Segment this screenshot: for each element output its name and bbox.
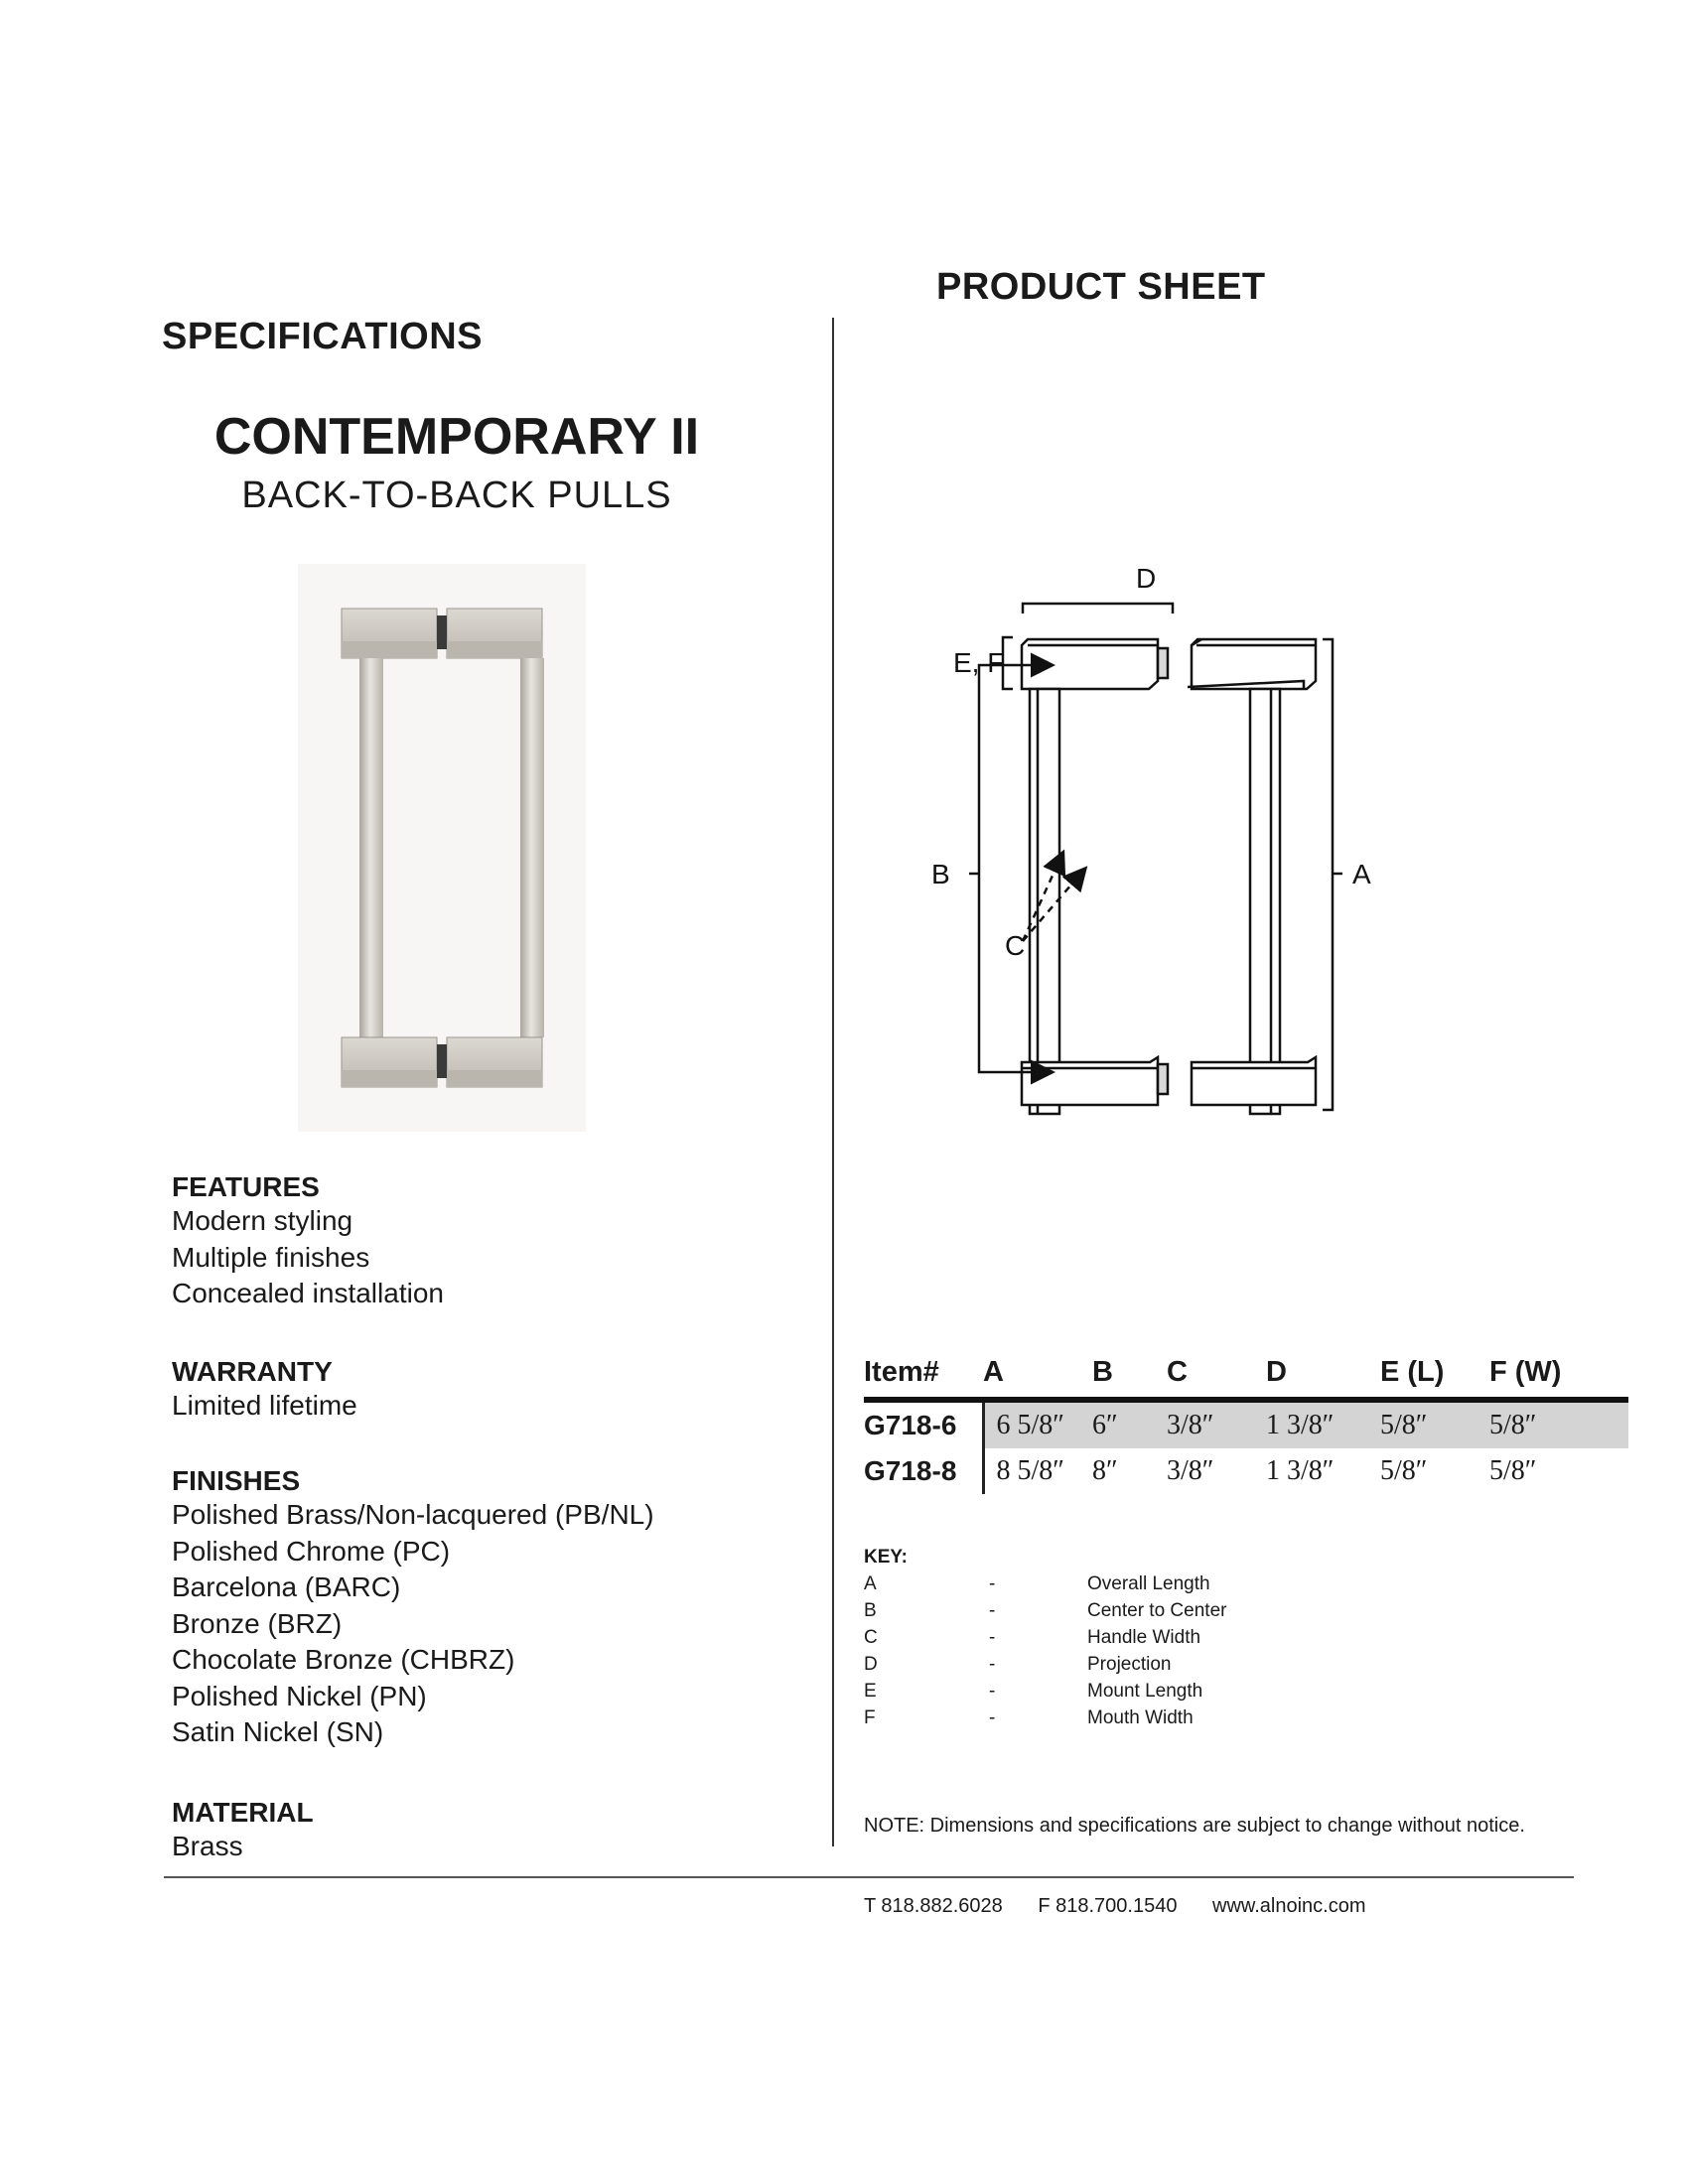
dimension-diagram (894, 556, 1509, 1122)
diagram-label-c: C (1005, 930, 1026, 961)
warranty-section (172, 1356, 357, 1425)
footer-divider (164, 1876, 1574, 1878)
cell: 3/8″ (1167, 1400, 1266, 1448)
right-bar (1250, 689, 1280, 1114)
finish-item: Polished Nickel (PN) (172, 1680, 427, 1711)
key-dash: - (989, 1573, 996, 1594)
diagram-label-b: B (931, 859, 950, 889)
key-row (864, 1573, 1210, 1600)
key-dash: - (989, 1600, 996, 1621)
cell: 5/8″ (1380, 1455, 1428, 1486)
col-header: E (L) (1380, 1356, 1489, 1400)
finishes-section (172, 1465, 654, 1751)
item-number: G718-6 (864, 1400, 983, 1448)
col-header: B (1092, 1356, 1167, 1400)
finish-item: Satin Nickel (SN) (172, 1716, 384, 1747)
cell: 5/8″ (1380, 1400, 1489, 1448)
key-dash: - (989, 1681, 996, 1702)
finish-item: Barcelona (BARC) (172, 1571, 401, 1602)
key-row (864, 1681, 1203, 1707)
col-header: C (1167, 1356, 1266, 1400)
material-title: MATERIAL (172, 1797, 314, 1828)
product-photo (298, 564, 586, 1132)
key-letter: D (864, 1654, 878, 1675)
cell: 1 3/8″ (1266, 1455, 1335, 1486)
item-number: G718-8 (864, 1448, 983, 1494)
product-subtitle: BACK-TO-BACK PULLS (241, 475, 672, 516)
col-header: Item# (864, 1356, 983, 1400)
material-item: Brass (172, 1831, 243, 1861)
key-row (864, 1654, 1172, 1681)
warranty-item: Limited lifetime (172, 1390, 357, 1421)
diagram-label-ef: E, F (953, 647, 1005, 678)
diagram-label-d: D (1136, 563, 1157, 594)
key-text: Center to Center (1087, 1600, 1227, 1621)
feature-item: Multiple finishes (172, 1241, 370, 1273)
key-dash: - (989, 1654, 996, 1675)
product-sheet-heading: PRODUCT SHEET (936, 266, 1266, 308)
left-bar (1030, 689, 1059, 1114)
key-letter: E (864, 1681, 877, 1702)
finish-item: Polished Chrome (PC) (172, 1535, 451, 1567)
finish-item: Polished Brass/Non-lacquered (PB/NL) (172, 1499, 654, 1530)
key-row (864, 1600, 1227, 1627)
diagram-label-a: A (1352, 859, 1371, 889)
key-dash: - (989, 1707, 996, 1728)
contact-footer (864, 1895, 1396, 1918)
specifications-heading: SPECIFICATIONS (162, 316, 483, 357)
key-text: Projection (1087, 1654, 1172, 1675)
key-row (864, 1707, 1194, 1734)
feature-item: Concealed installation (172, 1278, 444, 1308)
pull-handle-illustration (298, 564, 586, 1132)
website-link[interactable]: www.alnoinc.com (1212, 1895, 1366, 1917)
bottom-right-mount (1192, 1057, 1316, 1105)
key-dash: - (989, 1627, 996, 1648)
disclaimer-note: NOTE: Dimensions and specifications are subject to change without notice. (864, 1815, 1525, 1837)
key-row (864, 1627, 1201, 1654)
features-section (172, 1171, 444, 1312)
col-header: A (983, 1356, 1092, 1400)
cell: 8 5/8″ (996, 1455, 1064, 1486)
feature-item: Modern styling (172, 1205, 353, 1236)
key-text: Mount Length (1087, 1681, 1203, 1702)
dimensions-table (864, 1356, 1628, 1494)
key-letter: B (864, 1600, 877, 1621)
table-row (864, 1400, 1628, 1448)
col-header: D (1266, 1356, 1380, 1400)
col-header: F (W) (1489, 1356, 1628, 1400)
key-letter: F (864, 1707, 876, 1728)
key-text: Overall Length (1087, 1573, 1210, 1594)
key-title: KEY: (864, 1547, 908, 1568)
product-name: CONTEMPORARY II (213, 408, 700, 466)
finish-item: Chocolate Bronze (CHBRZ) (172, 1644, 515, 1675)
table-header-row (864, 1356, 1628, 1400)
cell: 5/8″ (1489, 1400, 1628, 1448)
material-section (172, 1797, 314, 1865)
cell: 6 5/8″ (983, 1400, 1092, 1448)
cell: 6″ (1092, 1400, 1167, 1448)
cell: 3/8″ (1167, 1455, 1214, 1486)
finishes-title: FINISHES (172, 1465, 301, 1496)
fax-number: F 818.700.1540 (1038, 1895, 1178, 1917)
cell: 1 3/8″ (1266, 1400, 1380, 1448)
key-letter: A (864, 1573, 877, 1594)
bottom-left-mount (1022, 1057, 1158, 1105)
phone-number: T 818.882.6028 (864, 1895, 1003, 1917)
table-row (864, 1448, 1628, 1494)
cell: 5/8″ (1489, 1455, 1537, 1486)
key-legend (864, 1547, 1227, 1734)
key-text: Mouth Width (1087, 1707, 1194, 1728)
key-letter: C (864, 1627, 878, 1648)
warranty-title: WARRANTY (172, 1356, 333, 1387)
finish-item: Bronze (BRZ) (172, 1607, 343, 1639)
cell: 8″ (1092, 1455, 1118, 1486)
features-title: FEATURES (172, 1171, 320, 1202)
column-divider (832, 318, 834, 1846)
key-text: Handle Width (1087, 1627, 1201, 1648)
